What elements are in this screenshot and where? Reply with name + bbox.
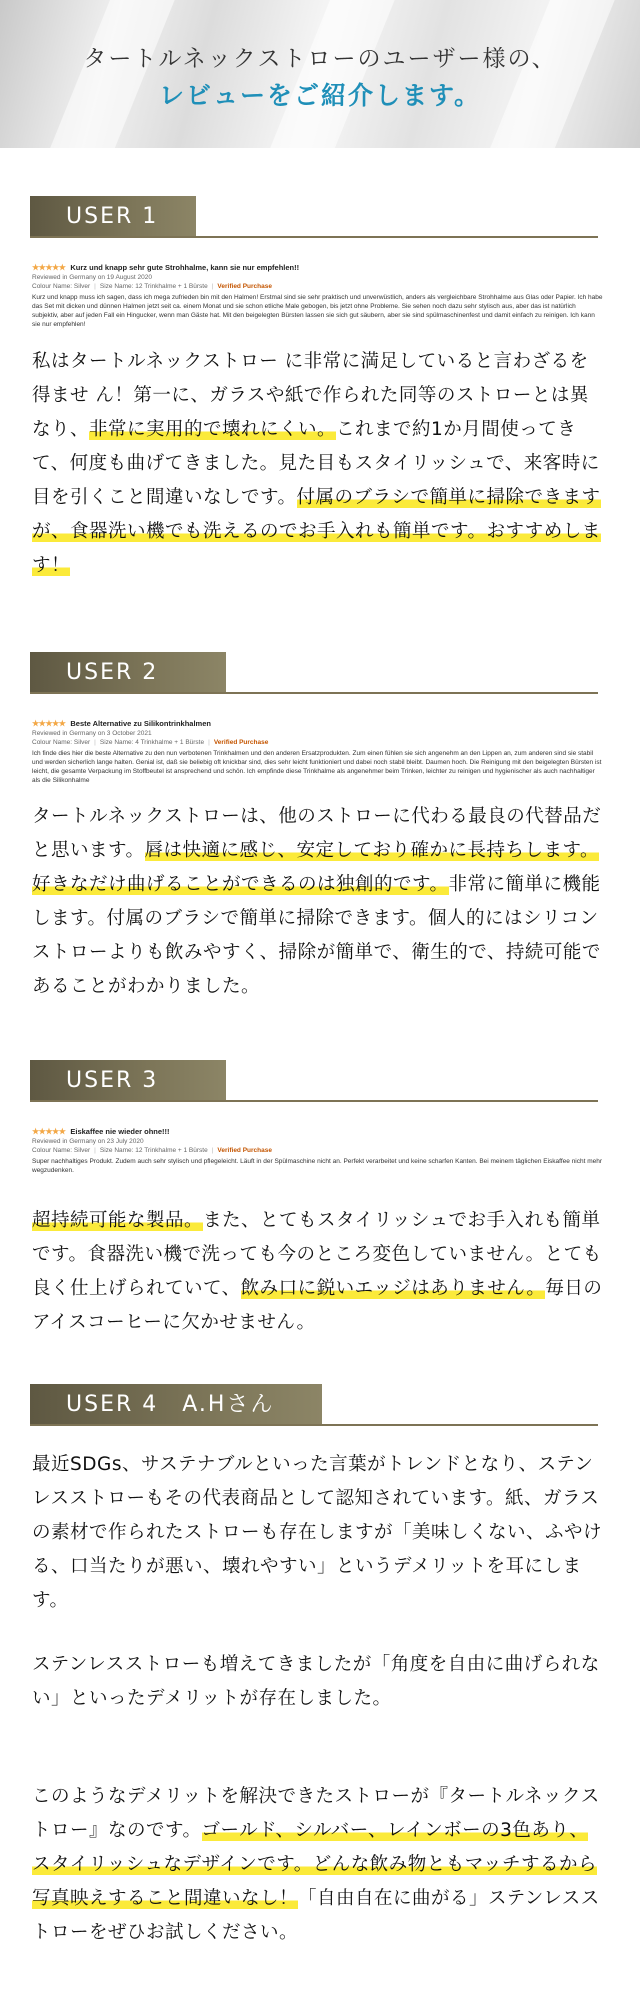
divider — [30, 692, 598, 694]
review-body: Super nachhaltiges Produkt. Zudem auch sehr stylisch und pflegeleicht. Läuft in der Spülmaschine nicht an. Perfekt verarbeitet und keine scharfen Kanten. Bei meinem täglichen Eiskaffee nicht mehr wegzudenken. — [32, 1158, 603, 1174]
review-translation-user3 — [32, 1204, 604, 1340]
review-translation-user2 — [32, 800, 604, 1004]
header-banner — [0, 0, 640, 148]
verified-badge: Verified Purchase — [217, 283, 272, 290]
review-snippet-user1: ★★★★★ Kurz und knapp sehr gute Strohhalme, kann sie nur empfehlen!! Reviewed in Germany on 19 August 2020 Colour Name: Silver | Size Name: 12 Trinkhalme + 1 Bürste | Verified Purchase Kurz und knapp muss ich sagen, dass ich mega zufrieden bin mit den Halmen! Erstmal sind sie sehr praktisch und unverwüstlich, anders als vergleichbare Strohhalme aus Glas oder Papier. Ich habe das Set mit dicken und dünnen Halmen jetzt seit ca. einem Monat und sie schon etliche Male gebogen, bis jetzt ohne Probleme. Sie sehen noch dazu sehr stylisch aus, aber das ist natürlich subjektiv, aber auf jeden Fall ein Hingucker, wenn man Gäste hat. Mit den beigelegten Bürsten lassen sie sich gut säubern, aber sie sind spülmaschinenfest und damit einfach zu reinigen. Ich kann sie nur empfehlen! — [32, 263, 603, 328]
review-date: Reviewed in Germany on 19 August 2020 — [32, 274, 152, 281]
divider — [30, 1100, 598, 1102]
review-size: Size Name: 4 Trinkhalme + 1 Bürste — [99, 739, 205, 746]
review-size: Size Name: 12 Trinkhalme + 1 Bürste — [99, 283, 208, 290]
text-segment: 最近SDGs、サステナブルといった言葉がトレンドとなり、ステンレスストローもその代表商品として認知されています。紙、ガラスの素材で作られたストローも存在しますが「美味しくない、ふやける、口当たりが悪い、壊れやすい」というデメリットを耳にします。 — [32, 1454, 603, 1611]
section-header-user1 — [30, 196, 598, 238]
section-header-user2 — [30, 652, 598, 694]
review-snippet-user3: ★★★★★ Eiskaffee nie wieder ohne!!! Reviewed in Germany on 23 July 2020 Colour Name: Silver | Size Name: 12 Trinkhalme + 1 Bürste | Verified Purchase Super nachhaltiges Produkt. Zudem auch sehr stylisch und pflegeleicht. Läuft in der Spülmaschine nicht an. Perfekt verarbeitet und keine scharfen Kanten. Bei meinem täglichen Eiskaffee nicht mehr wegzudenken. — [32, 1127, 603, 1174]
divider — [30, 1424, 598, 1426]
review-body: Kurz und knapp muss ich sagen, dass ich mega zufrieden bin mit den Halmen! Erstmal sind sie sehr praktisch und unverwüstlich, anders als vergleichbare Strohhalme aus Glas oder Papier. Ich habe das Set mit dicken und dünnen Halmen jetzt seit ca. einem Monat und sie schon etliche Male gebogen, bis jetzt ohne Probleme. Sie sehen noch dazu sehr stylisch aus, aber das ist natürlich subjektiv, aber auf jeden Fall ein Hingucker, wenn man Gäste hat. Mit den beigelegten Bürsten lassen sie sich gut säubern, aber sie sind spülmaschinenfest und damit einfach zu reinigen. Ich kann sie nur empfehlen! — [32, 294, 603, 328]
highlighted-text: 飲み口に鋭いエッジはありません。 — [240, 1278, 546, 1299]
text-segment: ステンレスストローも増えてきましたが「角度を自由に曲げられない」といったデメリットが存在しました。 — [32, 1654, 600, 1709]
text-segment: タートルネックストローは、他のストローに代わる最良の代替品だと思います。 — [32, 806, 602, 861]
highlighted-text: 超持続可能な製品。 — [32, 1210, 204, 1231]
review-size: Size Name: 12 Trinkhalme + 1 Bürste — [99, 1147, 208, 1154]
rating-stars-icon: ★★★★★ — [32, 263, 66, 272]
banner-subtitle: タートルネックストローのユーザー様の、 — [83, 46, 557, 72]
review-colour: Colour Name: Silver — [32, 739, 91, 746]
text-segment: 非常に簡単に機能します。付属のブラシで簡単に掃除できます。個人的にはシリコンストローよりも飲みやすく、掃除が簡単で、衛生的で、持続可能であることがわかりました。 — [32, 874, 601, 997]
review-colour: Colour Name: Silver — [32, 283, 91, 290]
review-date: Reviewed in Germany on 23 July 2020 — [32, 1138, 144, 1145]
review-paragraph-2 — [32, 1648, 604, 1716]
section-header-label: USER 4 A.Hさん — [30, 1384, 322, 1426]
text-segment: 「自由自在に曲がる」ステンレスストローをぜひお試しください。 — [32, 1888, 600, 1943]
rating-stars-icon: ★★★★★ — [32, 719, 66, 728]
section-header-user3 — [30, 1060, 598, 1102]
section-header-user4 — [30, 1384, 598, 1426]
highlighted-text: 付属のブラシで簡単に掃除できますが、食器洗い機でも洗えるのでお手入れも簡単です。おすすめします！ — [32, 487, 601, 576]
review-paragraph-3 — [32, 1780, 604, 1950]
highlighted-text: 非常に実用的で壊れにくい。 — [89, 419, 337, 440]
review-colour: Colour Name: Silver — [32, 1147, 91, 1154]
section-header-label: USER 2 — [30, 652, 226, 694]
text-segment: 毎日のアイスコーヒーに欠かせません。 — [32, 1278, 603, 1333]
highlighted-text: ゴールド、シルバー、レインボーの3色あり、スタイリッシュなデザインです。 — [32, 1820, 589, 1875]
review-paragraph-1 — [32, 1448, 604, 1618]
review-snippet-user2: ★★★★★ Beste Alternative zu Silikontrinkhalmen Reviewed in Germany on 3 October 2021 Colour Name: Silver | Size Name: 4 Trinkhalme + 1 Bürste | Verified Purchase Ich finde dies hier die beste Alternative zu den nun verbotenen Trinkhalmen und den anderen Ersatzprodukten. Zum einen fühlen sie sich angenehm an den Lippen an, zum anderen sind sie stabil und werden sicherlich lange halten. Genial ist, daß sie beliebig oft knickbar sind, dies sehr leicht funktioniert und dabei noch stabil bleibt. Daumen hoch. Die Reinigung mit den beigelegten Bürsten ist leicht, die gesamte Verpackung im Stoffbeutel ist ansprechend und schön. Ich empfinde diese Trinkhalme als angenehmer beim Trinken, leichter zu reinigen und hygienischer als auch nachhaltiger als die Silikonhalme — [32, 718, 604, 785]
divider — [30, 236, 598, 238]
rating-stars-icon: ★★★★★ — [32, 1127, 66, 1136]
verified-badge: Verified Purchase — [213, 739, 269, 746]
banner-title: レビューをご紹介します。 — [158, 81, 481, 110]
text-segment: このようなデメリットを解決できたストローが『タートルネックストロー』なのです。 — [32, 1786, 600, 1841]
verified-badge: Verified Purchase — [217, 1147, 272, 1154]
text-segment: これまで約1か月間使ってきて、何度も曲げてきました。見た目もスタイリッシュで、来客時に目を引くこと間違いなしです。 — [32, 419, 600, 508]
section-header-label: USER 1 — [30, 196, 196, 238]
review-translation-user1 — [32, 345, 604, 583]
review-title: Kurz und knapp sehr gute Strohhalme, kann sie nur empfehlen!! — [70, 263, 300, 272]
highlighted-text: 唇は快適に感じ、安定しており確かに長持ちします。好きなだけ曲げることができるのは独創的です。 — [32, 840, 600, 895]
section-header-label: USER 3 — [30, 1060, 226, 1102]
review-title: Eiskaffee nie wieder ohne!!! — [70, 1127, 170, 1136]
review-body: Ich finde dies hier die beste Alternative zu den nun verbotenen Trinkhalmen und den anderen Ersatzprodukten. Zum einen fühlen sie sich angenehm an den Lippen an, zum anderen sind sie stabil und werden sicherlich lange halten. Genial ist, daß sie beliebig oft knickbar sind, dies sehr leicht funktioniert und dabei noch stabil bleibt. Daumen hoch. Die Reinigung mit den beigelegten Bürsten ist leicht, die gesamte Verpackung im Stoffbeutel ist ansprechend und schön. Ich empfinde diese Trinkhalme als angenehmer beim Trinken, leichter zu reinigen und hygienischer als auch nachhaltiger als die Silikonhalme — [32, 750, 602, 784]
text-segment: また、とてもスタイリッシュでお手入れも簡単です。食器洗い機で洗っても今のところ変色していません。とても良く仕上げられていて、 — [32, 1210, 602, 1299]
review-date: Reviewed in Germany on 3 October 2021 — [32, 730, 152, 737]
highlighted-text: どんな飲み物ともマッチするから写真映えすること間違いなし！ — [32, 1854, 598, 1909]
text-segment: 私はタートルネックストロー に非常に満足していると言わざるを得ませ ん！第一に、ガラスや紙で作られた同等のストローとは異なり、 — [32, 351, 589, 440]
review-title: Beste Alternative zu Silikontrinkhalmen — [70, 719, 211, 728]
